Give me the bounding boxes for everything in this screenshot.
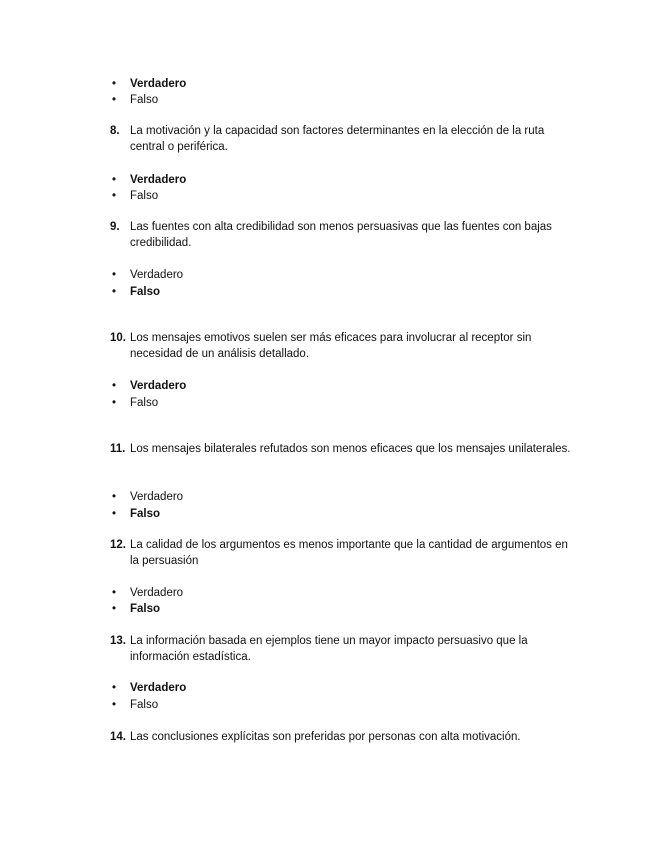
question-text: Las fuentes con alta credibilidad son menos persuasivas que las fuentes con bajas credibilidad. — [130, 221, 552, 249]
bullet: • — [112, 78, 117, 90]
option-label: Verdadero — [130, 491, 184, 503]
question-13 — [110, 633, 580, 665]
question-text: Los mensajes bilaterales refutados son menos eficaces que los mensajes unilaterales. — [130, 443, 571, 455]
option-label: Verdadero — [130, 380, 187, 392]
question-text: La calidad de los argumentos es menos importante que la cantidad de argumentos en la persuasión — [130, 539, 568, 567]
bullet: • — [112, 587, 117, 599]
question-8 — [110, 123, 580, 155]
bullet: • — [112, 508, 117, 520]
option-label: Falso — [130, 397, 159, 409]
question-number: 12. — [110, 539, 126, 551]
option-label: Verdadero — [130, 78, 187, 90]
question-14 — [110, 729, 580, 745]
bullet: • — [112, 190, 117, 202]
question-text: La información basada en ejemplos tiene un mayor impacto persuasivo que la información estadística. — [130, 635, 528, 663]
question-number: 10. — [110, 332, 126, 344]
option-label: Falso — [130, 699, 159, 711]
option-label: Falso — [130, 603, 161, 615]
question-text: Las conclusiones explícitas son preferidas por personas con alta motivación. — [130, 731, 521, 743]
question-text: Los mensajes emotivos suelen ser más eficaces para involucrar al receptor sin necesidad de un análisis detallado. — [130, 332, 532, 360]
question-number: 14. — [110, 731, 126, 743]
bullet: • — [112, 397, 117, 409]
option-label: Verdadero — [130, 269, 184, 281]
bullet: • — [112, 682, 117, 694]
question-number: 13. — [110, 635, 126, 647]
option-label: Falso — [130, 94, 159, 106]
bullet: • — [112, 174, 117, 186]
option-label: Verdadero — [130, 587, 184, 599]
option-label: Verdadero — [130, 682, 187, 694]
option-label: Falso — [130, 286, 161, 298]
question-9 — [110, 219, 580, 251]
question-10 — [110, 330, 580, 362]
bullet: • — [112, 269, 117, 281]
bullet: • — [112, 491, 117, 503]
question-11 — [110, 441, 580, 457]
option-label: Falso — [130, 190, 159, 202]
question-12 — [110, 537, 580, 569]
question-number: 9. — [110, 221, 120, 233]
question-number: 8. — [110, 125, 120, 137]
question-text: La motivación y la capacidad son factores determinantes en la elección de la ruta central o periférica. — [130, 125, 545, 153]
bullet: • — [112, 94, 117, 106]
bullet: • — [112, 286, 117, 298]
bullet: • — [112, 380, 117, 392]
option-label: Verdadero — [130, 174, 187, 186]
option-label: Falso — [130, 508, 161, 520]
bullet: • — [112, 603, 117, 615]
question-number: 11. — [110, 443, 126, 455]
bullet: • — [112, 699, 117, 711]
